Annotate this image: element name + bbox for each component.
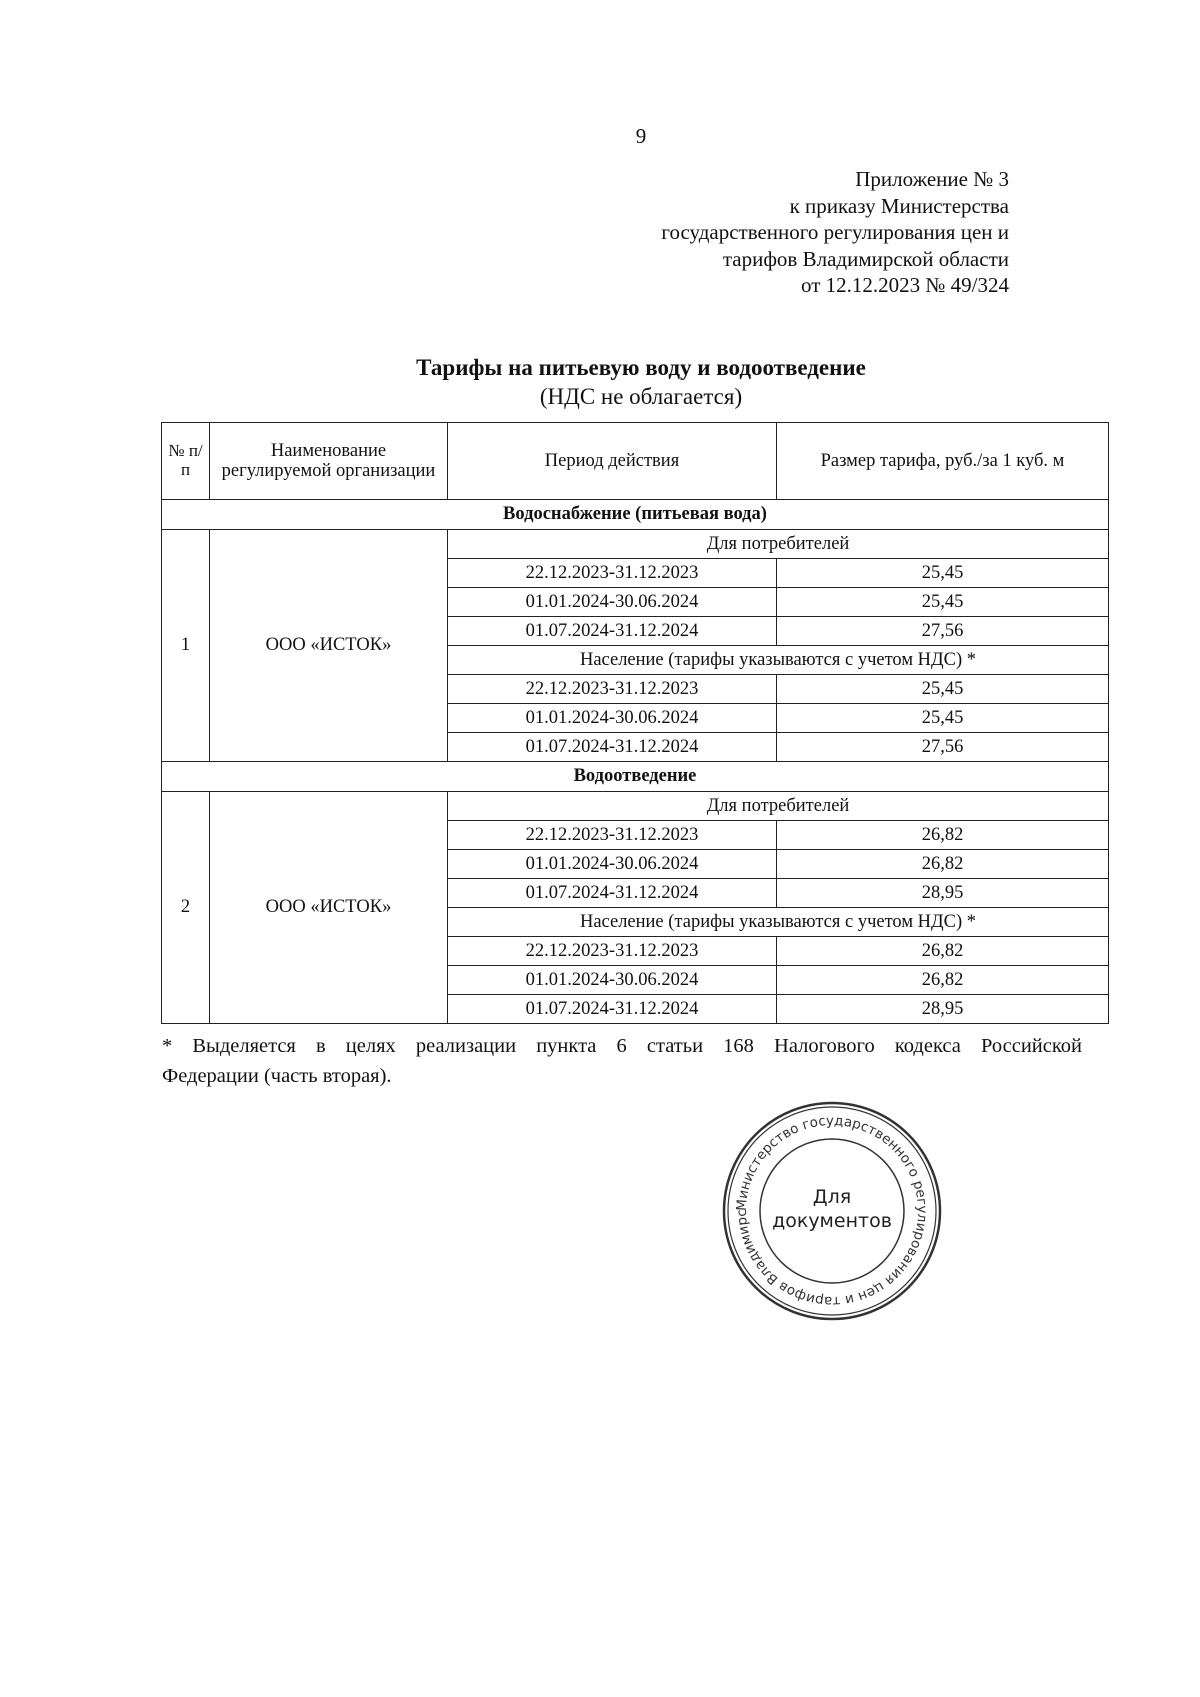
stamp-center-line: Для — [812, 1186, 852, 1208]
stamp-ring-text: Министерство государственного регулирования цен и тарифов Владимирс — [733, 1112, 931, 1310]
consumers-label-row — [162, 792, 1109, 821]
rate-cell: 27,56 — [777, 733, 1109, 762]
tariff-table — [161, 422, 1109, 1024]
page-number: 9 — [635, 124, 647, 148]
official-stamp — [720, 1099, 944, 1323]
table-header-row — [162, 423, 1109, 500]
appendix-header — [489, 166, 1009, 299]
appendix-line: Приложение № 3 — [855, 167, 1009, 191]
period-cell: 01.01.2024-30.06.2024 — [448, 704, 777, 733]
header-rate: Размер тарифа, руб./за 1 куб. м — [777, 423, 1109, 500]
consumers-label: Для потребителей — [448, 792, 1109, 821]
header-num: № п/п — [162, 423, 210, 500]
row-number: 1 — [162, 530, 210, 762]
document-title — [0, 353, 1200, 411]
section-title-row — [162, 762, 1109, 792]
population-label: Население (тарифы указываются с учетом НДС) * — [448, 908, 1109, 937]
period-cell: 01.07.2024-31.12.2024 — [448, 995, 777, 1024]
period-cell: 22.12.2023-31.12.2023 — [448, 821, 777, 850]
consumers-label-row — [162, 530, 1109, 559]
stamp-center-line: документов — [772, 1210, 892, 1232]
stamp-center — [720, 1185, 944, 1233]
row-number: 2 — [162, 792, 210, 1024]
section-title: Водоснабжение (питьевая вода) — [162, 500, 1109, 530]
organization-name: ООО «ИСТОК» — [210, 530, 448, 762]
appendix-line: тарифов Владимирской области — [722, 246, 1009, 271]
organization-name: ООО «ИСТОК» — [210, 792, 448, 1024]
period-cell: 01.01.2024-30.06.2024 — [448, 850, 777, 879]
footnote — [162, 1031, 1082, 1091]
rate-cell: 28,95 — [777, 879, 1109, 908]
appendix-line: к приказу Министерства — [789, 193, 1009, 218]
period-cell: 01.01.2024-30.06.2024 — [448, 966, 777, 995]
rate-cell: 28,95 — [777, 995, 1109, 1024]
section-title: Водоотведение — [162, 762, 1109, 792]
period-cell: 22.12.2023-31.12.2023 — [448, 675, 777, 704]
consumers-label: Для потребителей — [448, 530, 1109, 559]
period-cell: 01.07.2024-31.12.2024 — [448, 733, 777, 762]
section-title-row — [162, 500, 1109, 530]
header-period: Период действия — [448, 423, 777, 500]
footnote-line: Федерации (часть вторая). — [162, 1065, 392, 1087]
rate-cell: 25,45 — [777, 675, 1109, 704]
rate-cell: 26,82 — [777, 850, 1109, 879]
period-cell: 01.07.2024-31.12.2024 — [448, 879, 777, 908]
rate-cell: 25,45 — [777, 559, 1109, 588]
rate-cell: 25,45 — [777, 588, 1109, 617]
appendix-line: от 12.12.2023 № 49/324 — [800, 273, 1009, 297]
rate-cell: 26,82 — [777, 966, 1109, 995]
period-cell: 22.12.2023-31.12.2023 — [448, 559, 777, 588]
footnote-line: * Выделяется в целях реализации пункта 6 статьи 168 Налогового кодекса Российской — [162, 1035, 1082, 1057]
header-org: Наименование регулируемой организации — [210, 423, 448, 500]
title-sub: (НДС не облагается) — [539, 384, 743, 409]
period-cell: 22.12.2023-31.12.2023 — [448, 937, 777, 966]
population-label: Население (тарифы указываются с учетом НДС) * — [448, 646, 1109, 675]
rate-cell: 26,82 — [777, 821, 1109, 850]
period-cell: 01.01.2024-30.06.2024 — [448, 588, 777, 617]
rate-cell: 26,82 — [777, 937, 1109, 966]
title-main: Тарифы на питьевую воду и водоотведение — [416, 355, 866, 380]
appendix-line: государственного регулирования цен и — [661, 220, 1009, 244]
period-cell: 01.07.2024-31.12.2024 — [448, 617, 777, 646]
rate-cell: 25,45 — [777, 704, 1109, 733]
rate-cell: 27,56 — [777, 617, 1109, 646]
